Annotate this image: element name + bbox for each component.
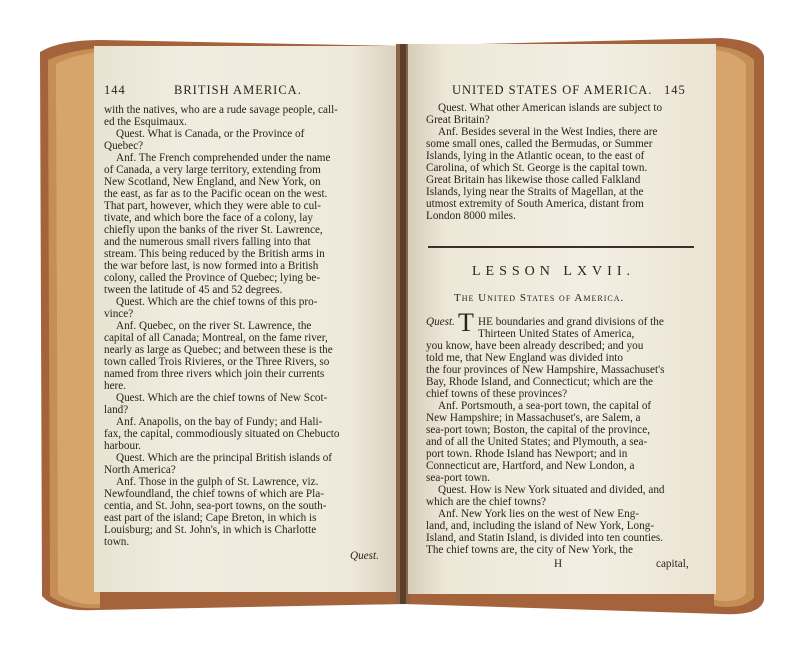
text-line: Anf. The French comprehended under the name <box>116 152 331 164</box>
text-line: the east, as far as to the Pacific ocean on the west. <box>104 188 328 200</box>
section-rule <box>428 246 694 248</box>
text-line: centia, and St. John, sea-port towns, on the south- <box>104 500 327 512</box>
lesson-title: LESSON LXVII. <box>472 264 635 279</box>
text-line: New Scotland, New England, and New York, on <box>104 176 321 188</box>
left-running-head: BRITISH AMERICA. <box>174 83 302 97</box>
text-line: HE boundaries and grand divisions of the <box>478 316 664 328</box>
text-line: Island, and Statin Island, is divided into ten counties. <box>426 532 664 544</box>
text-line: Anf. Quebec, on the river St. Lawrence, the <box>116 320 312 332</box>
text-line: Newfoundland, the chief towns of which are Pla- <box>104 488 324 500</box>
text-line: utmost extremity of South America, distant from <box>426 198 644 210</box>
text-line: and of all the United States; and Plymouth, a sea- <box>426 436 648 448</box>
text-line: here. <box>104 380 127 392</box>
lesson-subtitle: The United States of America. <box>454 292 625 304</box>
text-line: named from three rivers which join their currents <box>104 368 325 380</box>
text-line: Anf. Portsmouth, a sea-port town, the capital of <box>438 400 652 412</box>
text-line: tivate, and which bore the face of a colony, lay <box>104 212 313 224</box>
right-running-head: UNITED STATES OF AMERICA. <box>452 83 653 97</box>
text-line: sea-port town. <box>426 472 491 484</box>
text-line: Thirteen United States of America, <box>478 328 635 340</box>
text-line: the war before last, is now formed into a British <box>104 260 319 272</box>
text-line: Anf. Anapolis, on the bay of Fundy; and Hali- <box>116 416 323 428</box>
text-line: Quest. What is Canada, or the Province of <box>116 128 305 140</box>
text-line: Great Britain has likewise those called Falkland <box>426 174 641 186</box>
right-page <box>408 44 716 594</box>
text-line: Quest. Which are the chief towns of New Scot- <box>116 392 328 404</box>
text-line: stream. This being reduced by the British arms in <box>104 248 325 260</box>
text-line: capital of all Canada; Montreal, on the fame river, <box>104 332 328 344</box>
text-line: town called Trois Rivieres, or the Three Rivers, so <box>104 356 330 368</box>
text-line: town. <box>104 536 130 548</box>
text-line: Quest. What other American islands are subject to <box>438 102 663 114</box>
text-line: with the natives, who are a rude savage people, call- <box>104 104 338 116</box>
text-line: nearly as large as Quebec; and between these is the <box>104 344 333 356</box>
right-catchword: capital, <box>656 558 689 570</box>
text-line: colony, called the Province of Quebec; lying be- <box>104 272 321 284</box>
text-line: Quest. Which are the principal British islands of <box>116 452 333 464</box>
text-line: of Canada, a very large territory, extending from <box>104 164 321 176</box>
text-line: land, and, including the island of New York, Long- <box>426 520 655 532</box>
text-line: some small ones, called the Bermudas, or Summer <box>426 138 653 150</box>
left-page-number: 144 <box>104 83 126 97</box>
text-line: Quest. How is New York situated and divided, and <box>438 484 665 496</box>
text-line: ed the Esquimaux. <box>104 116 187 128</box>
text-line: Anf. New York lies on the west of New Eng- <box>438 508 640 520</box>
text-line: tween the latitude of 45 and 52 degrees. <box>104 284 283 296</box>
text-line: and the numerous small rivers falling into that <box>104 236 311 248</box>
text-line: Carolina, of which St. George is the capital town. <box>426 162 648 174</box>
text-line: chief towns of these provinces? <box>426 388 568 400</box>
quest-label: Quest. <box>426 316 455 328</box>
text-line: Connecticut are, Hartford, and New London, a <box>426 460 635 472</box>
text-line: Bay, Rhode Island, and Connecticut; which are the <box>426 376 653 388</box>
text-line: Anf. Those in the gulph of St. Lawrence, viz. <box>116 476 319 488</box>
text-line: east part of the island; Cape Breton, in which is <box>104 512 317 524</box>
text-line: port town. Rhode Island has Newport; and in <box>426 448 628 460</box>
text-line: land? <box>104 404 129 416</box>
text-line: Quebec? <box>104 140 144 152</box>
text-line: London 8000 miles. <box>426 210 516 222</box>
text-line: sea-port town; Boston, the capital of the province, <box>426 424 651 436</box>
text-line: Islands, lying near the Straits of Magellan, at the <box>426 186 644 198</box>
text-line: the four provinces of New Hampshire, Massachuset's <box>426 364 665 376</box>
text-line: North America? <box>104 464 176 476</box>
right-page-number: 145 <box>664 83 686 97</box>
text-line: vince? <box>104 308 134 320</box>
text-line: Great Britain? <box>426 114 490 126</box>
text-line: you know, have been already described; and you <box>426 340 644 352</box>
text-line: fax, the capital, commodiously situated on Chebucto <box>104 428 340 440</box>
text-line: Louisburg; and St. John's, in which is Charlotte <box>104 524 317 536</box>
text-line: chiefly upon the banks of the river St. Lawrence, <box>104 224 323 236</box>
left-catchword: Quest. <box>350 550 379 562</box>
text-line: harbour. <box>104 440 141 452</box>
left-page <box>94 46 396 592</box>
text-line: Islands, lying in the Atlantic ocean, to the east of <box>426 150 645 162</box>
text-line: That part, however, which they were able to cul- <box>104 200 321 212</box>
text-line: The chief towns are, the city of New York, the <box>426 544 633 556</box>
text-line: which are the chief towns? <box>426 496 546 508</box>
text-line: New Hampshire; in Massachuset's, are Salem, a <box>426 412 641 424</box>
text-line: Quest. Which are the chief towns of this pro- <box>116 296 318 308</box>
text-line: told me, that New England was divided into <box>426 352 623 364</box>
signature-mark: H <box>554 558 563 570</box>
drop-cap: T <box>458 308 474 337</box>
text-line: Anf. Besides several in the West Indies, there are <box>438 126 658 138</box>
